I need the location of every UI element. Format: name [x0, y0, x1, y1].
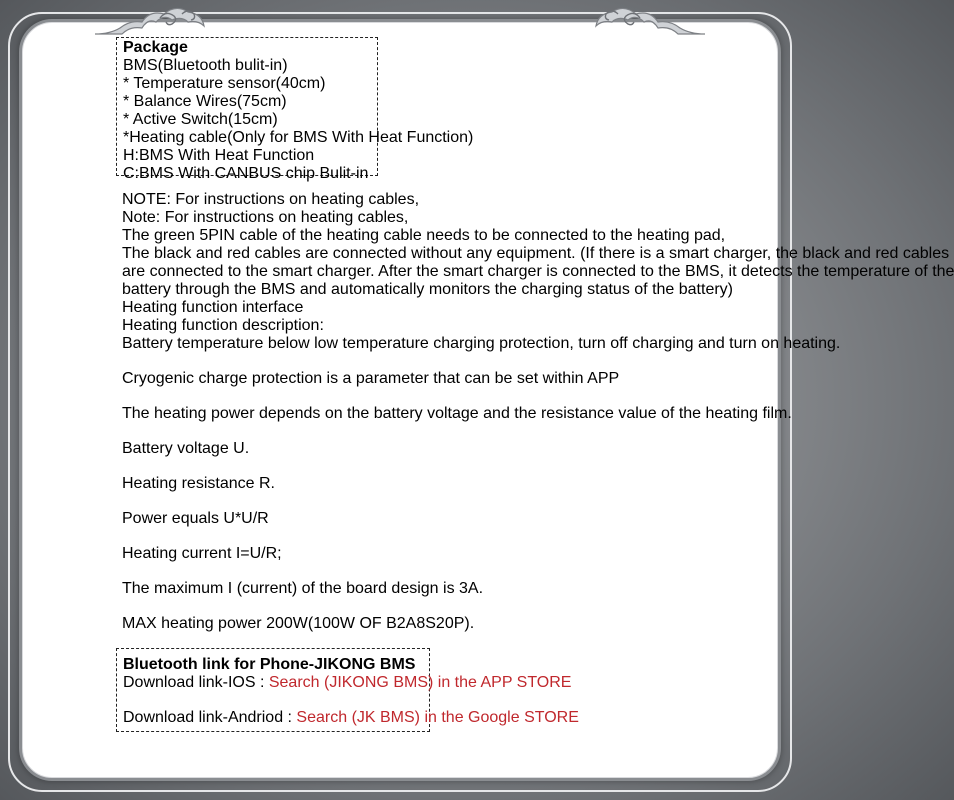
note-line: battery through the BMS and automatically monitors the charging status of the battery) — [122, 281, 733, 298]
note-line: The black and red cables are connected without any equipment. (If there is a smart charger, the black and red cables — [122, 245, 950, 262]
package-item: * Temperature sensor(40cm) — [123, 75, 326, 92]
note-paragraph: Power equals U*U/R — [122, 510, 269, 527]
package-item: * Balance Wires(75cm) — [123, 93, 287, 110]
note-paragraph: Heating current I=U/R; — [122, 545, 282, 562]
note-line: Note: For instructions on heating cables, — [122, 209, 409, 226]
note-paragraph: Battery voltage U. — [122, 440, 250, 457]
bluetooth-title: Bluetooth link for Phone-JIKONG BMS — [123, 656, 416, 673]
package-item: H:BMS With Heat Function — [123, 147, 315, 164]
note-paragraph: MAX heating power 200W(100W OF B2A8S20P). — [122, 615, 475, 632]
package-title: Package — [123, 39, 188, 56]
ios-download-label: Download link-IOS : — [123, 674, 269, 691]
ios-download-row — [123, 674, 572, 692]
package-item: C:BMS With CANBUS chip Bulit-in — [123, 165, 369, 182]
package-item: BMS(Bluetooth bulit-in) — [123, 57, 288, 74]
note-paragraph: The maximum I (current) of the board design is 3A. — [122, 580, 484, 597]
note-line: Battery temperature below low temperature charging protection, turn off charging and turn on heating. — [122, 335, 841, 352]
note-line: Heating function description: — [122, 317, 324, 334]
notes-section — [122, 191, 954, 633]
note-line: Heating function interface — [122, 299, 304, 316]
note-paragraph: Heating resistance R. — [122, 475, 275, 492]
note-line: NOTE: For instructions on heating cables, — [122, 191, 420, 208]
cloud-ornament-left-icon — [90, 0, 210, 42]
package-box — [116, 37, 474, 182]
note-line: are connected to the smart charger. After the smart charger is connected to the BMS, it detects the temperature of the — [122, 263, 954, 280]
note-line: The green 5PIN cable of the heating cable needs to be connected to the heating pad, — [122, 227, 726, 244]
cloud-ornament-right-icon — [590, 0, 710, 42]
note-paragraph: The heating power depends on the battery voltage and the resistance value of the heating film. — [122, 405, 792, 422]
note-paragraph: Cryogenic charge protection is a parameter that can be set within APP — [122, 370, 620, 387]
android-download-link[interactable]: Search (JK BMS) in the Google STORE — [296, 709, 579, 726]
android-download-row — [123, 709, 579, 727]
bluetooth-box — [116, 648, 579, 732]
ios-download-link[interactable]: Search (JIKONG BMS) in the APP STORE — [268, 674, 572, 691]
package-item: *Heating cable(Only for BMS With Heat Function) — [123, 129, 474, 146]
android-download-label: Download link-Andriod : — [123, 709, 297, 726]
package-item: * Active Switch(15cm) — [123, 111, 278, 128]
